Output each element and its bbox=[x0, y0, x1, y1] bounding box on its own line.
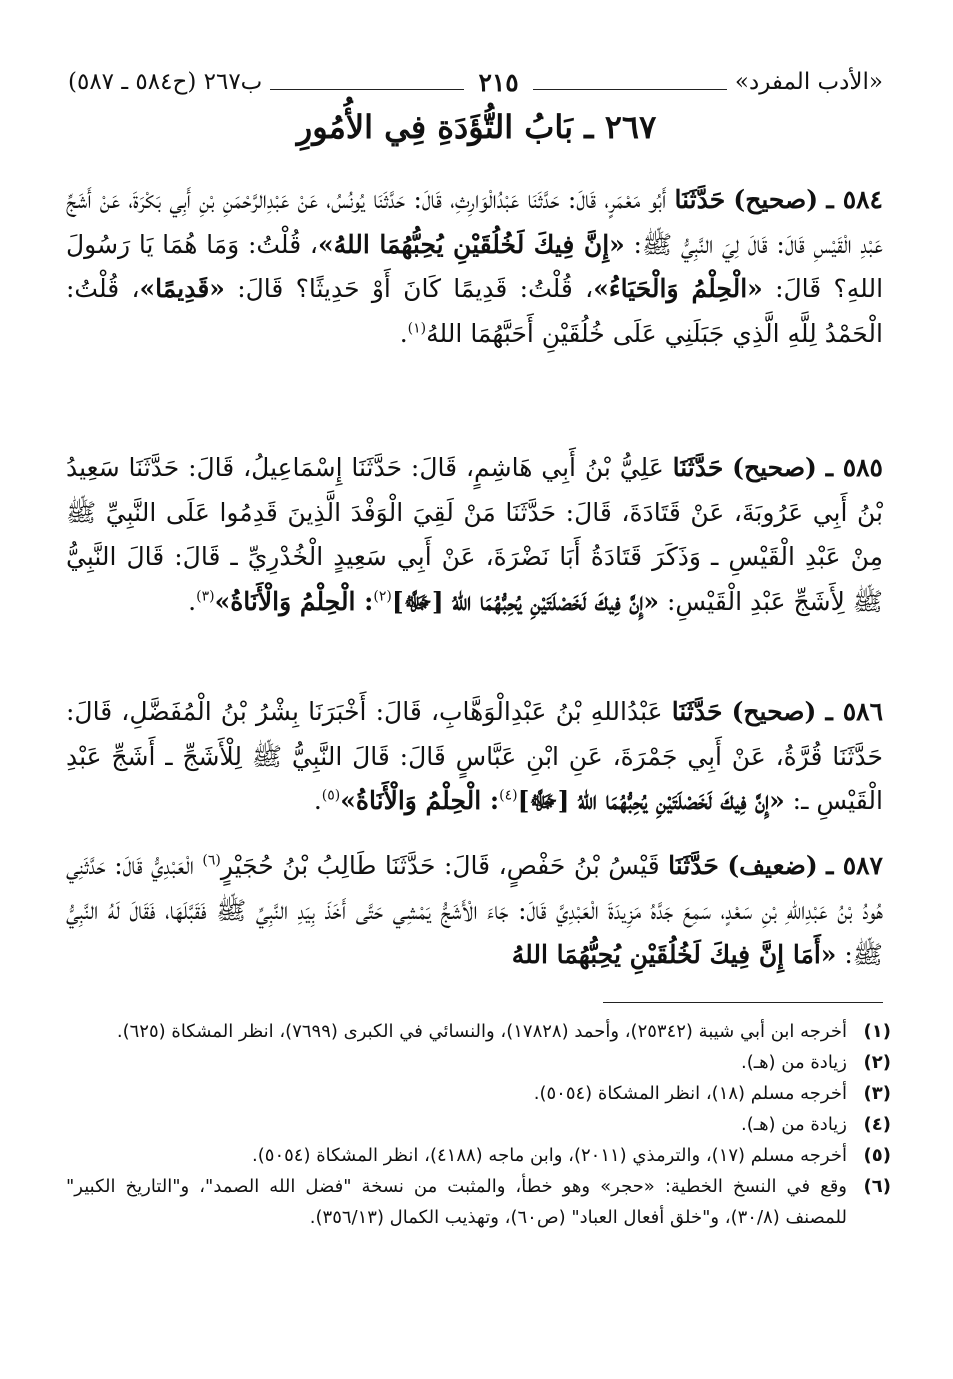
hadith-text: ، قُلْتُ: وَمَا هُمَا يَا رَسُولَ اللهِ؟ قَالَ: bbox=[66, 229, 884, 304]
hadith-grade: (صحيح) bbox=[733, 185, 819, 214]
hadith-585 bbox=[66, 446, 883, 624]
hadith-text: قَيْسُ بْنُ حَفْصٍ، قَالَ: حَدَّثَنَا طَالِبُ بْنُ حُجَيْرٍ bbox=[220, 851, 660, 880]
prophetic-quote: «إِنَّ فِيكَ لَخُلُقَيْنِ يُحِبُّهُمَا اللهُ» bbox=[317, 229, 625, 259]
page-header bbox=[68, 62, 883, 102]
footnote-2 bbox=[66, 1047, 891, 1078]
hadith-number: ٥٨٤ ـ bbox=[826, 185, 883, 214]
footnote-text: أخرجه ابن أبي شيبة (٢٥٣٤٢)، وأحمد (١٧٨٢٨)، والنسائي في الكبرى (٧٦٩٩)، انظر المشكاة (٦٢٥). bbox=[116, 1021, 847, 1042]
footnote-number: (١) bbox=[863, 1021, 891, 1042]
prophetic-quote: : الْحِلْمُ وَالْأَنَاةُ» bbox=[214, 586, 374, 616]
haddathana-word: حَدَّثَنَا bbox=[672, 453, 724, 482]
footnote-ref: (٥) bbox=[321, 787, 341, 804]
header-rule bbox=[533, 75, 727, 90]
hadith-587 bbox=[66, 844, 883, 978]
hadith-584 bbox=[66, 178, 883, 356]
footnote-5 bbox=[66, 1140, 891, 1171]
footnote-6 bbox=[66, 1171, 891, 1233]
running-title: «الأدب المفرد» bbox=[734, 69, 883, 95]
hadith-ending: . bbox=[188, 586, 197, 616]
chapter-title: ٢٦٧ ـ بَابُ التُّؤَدَةِ فِي الأُمُورِ bbox=[296, 108, 657, 146]
hadith-grade: (صحيح) bbox=[732, 453, 817, 482]
hadith-text: عَبْدُاللهِ بْنُ عَبْدِالْوَهَّابِ، قَالَ: أَخْبَرَنَا بِشْرُ بْنُ الْمُفَضَّلِ، قَالَ: حَدَّثَنَا قُرَّةُ، عَنْ أَبِي جَمْرَةَ، عَنِ ابْنِ عَبَّاسٍ قَالَ: قَالَ النَّبِيُّ ﷺ لِلْأَشَجِّ ـ أَشَجِّ عَبْدِ الْقَيْسِ ـ: bbox=[66, 697, 883, 816]
footnote-3 bbox=[66, 1078, 891, 1109]
footnote-number: (٢) bbox=[863, 1052, 891, 1073]
footnote-separator bbox=[603, 1002, 883, 1003]
hadith-ending: . bbox=[313, 786, 322, 816]
footnote-ref: (١) bbox=[407, 320, 427, 337]
prophetic-quote: «أَمَا إِنَّ فِيكَ لَخُلُقَيْنِ يُحِبُّهُمَا اللهُ bbox=[511, 940, 837, 970]
footnote-number: (٦) bbox=[863, 1176, 891, 1197]
hadith-text: عَلِيُّ بْنُ أَبِي هَاشِمٍ، قَالَ: حَدَّثَنَا إِسْمَاعِيلُ، قَالَ: حَدَّثَنَا سَعِيدُ بْنُ أَبِي عَرُوبَةَ، عَنْ قَتَادَةَ، قَالَ: حَدَّثَنَا مَنْ لَقِيَ الْوَفْدَ الَّذِينَ قَدِمُوا عَلَى النَّبِيِّ ﷺ مِنْ عَبْدِ الْقَيْسِ ـ وَذَكَرَ قَتَادَةُ أَبَا نَضْرَةَ، عَنْ أَبِي سَعِيدٍ الْخُدْرِيِّ ـ قَالَ: قَالَ النَّبِيُّ ﷺ لِأَشَجِّ عَبْدِ الْقَيْسِ: bbox=[66, 453, 883, 616]
hadith-586 bbox=[66, 690, 883, 824]
footnote-number: (٣) bbox=[863, 1083, 891, 1104]
footnote-1 bbox=[66, 1016, 891, 1047]
footnote-text: وقع في النسخ الخطية: «حجر» وهو خطأ، والمثبت من نسخة "فضل الله الصمد"، و"التاريخ الكبير" للمصنف (٣٠/٨)، و"خلق أفعال العباد" (ص٦٠)، وتهذيب الكمال (٣٥٦/١٣). bbox=[66, 1176, 847, 1228]
haddathana-word: حَدَّثَنَا bbox=[671, 697, 723, 726]
haddathana-word: حَدَّثَنَا bbox=[674, 185, 726, 214]
footnote-ref: (٢) bbox=[373, 588, 392, 605]
header-rule bbox=[270, 75, 464, 90]
hadith-text: ، قُلْتُ: قَدِيمًا كَانَ أَوْ حَدِيثًا؟ قَالَ: bbox=[237, 274, 594, 304]
footnote-4 bbox=[66, 1109, 891, 1140]
footnotes bbox=[66, 1016, 891, 1233]
prophetic-quote: «الْحِلْمُ وَالْحَيَاءُ» bbox=[593, 274, 763, 304]
hadith-number: ٥٨٧ ـ bbox=[826, 851, 883, 880]
hadith-grade: (ضعيف) bbox=[727, 851, 818, 880]
footnote-ref: (٦) bbox=[202, 852, 221, 869]
footnote-text: زيادة من (هـ). bbox=[741, 1052, 847, 1073]
footnote-text: أخرجه مسلم (١٨)، انظر المشكاة (٥٠٥٤). bbox=[533, 1083, 847, 1104]
footnote-text: زيادة من (هـ). bbox=[741, 1114, 847, 1135]
hadith-number: ٥٨٦ ـ bbox=[825, 697, 884, 726]
hadith-grade: (صحيح) bbox=[731, 697, 817, 726]
hadith-ending: . bbox=[399, 318, 408, 348]
hadith-range: ب٢٦٧ (ح٥٨٤ ـ ٥٨٧) bbox=[67, 69, 263, 95]
footnote-ref: (٤) bbox=[499, 787, 518, 804]
prophetic-quote: «إِنَّ فِيكَ لَخَصْلَتَيْنِ يُحِبُّهُمَا اللهُ [ﷻ] bbox=[391, 586, 660, 616]
footnote-ref: (٣) bbox=[196, 588, 215, 605]
hadith-number: ٥٨٥ ـ bbox=[825, 453, 883, 482]
hadith-text: ، قُلْتُ: الْحَمْدُ لِلَّهِ الَّذِي جَبَلَنِي عَلَى خُلُقَيْنِ أَحَبَّهُمَا اللهُ bbox=[66, 274, 883, 348]
hadith-text: أَبُو مَعْمَرٍ، قَالَ: حَدَّثَنَا عَبْدُالْوَارِثِ، قَالَ: حَدَّثَنَا يُونُسُ، عَنْ عَبْدِالرَّحْمَنِ بْنِ أَبِي بَكْرَةَ، عَنْ أَشَجِّ عَبْدِ الْقَيْسِ قَالَ: قَالَ لِيَ النَّبِيُّ ﷺ: bbox=[66, 185, 883, 259]
prophetic-quote: : الْحِلْمُ وَالْأَنَاةُ» bbox=[340, 786, 500, 816]
page-number: ٢١٥ bbox=[478, 67, 519, 97]
footnote-number: (٤) bbox=[863, 1114, 891, 1135]
prophetic-quote: «قَدِيمًا» bbox=[139, 274, 225, 304]
hadith-text: الْعَبْدِيُّ قَالَ: حَدَّثَنِي هُودُ بْنُ عَبْدِاللهِ بْنِ سَعْدٍ، سَمِعَ جَدَّهُ مَزِيدَةَ الْعَبْدِيَّ قَالَ: جَاءَ الْأَشَجُّ يَمْشِي حَتَّى أَخَذَ بِيَدِ النَّبِيِّ ﷺ فَقَبَّلَهَا، فَقَالَ لَهُ النَّبِيُّ ﷺ: bbox=[66, 851, 883, 970]
footnote-number: (٥) bbox=[863, 1145, 891, 1166]
haddathana-word: حَدَّثَنَا bbox=[668, 851, 719, 880]
prophetic-quote: «إِنَّ فِيكَ لَخَصْلَتَيْنِ يُحِبُّهُمَا اللهُ [ﷻ] bbox=[517, 786, 785, 816]
footnote-text: أخرجه مسلم (١٧)، والترمذي (٢٠١١)، وابن ماجه (٤١٨٨)، انظر المشكاة (٥٠٥٤). bbox=[252, 1145, 847, 1166]
